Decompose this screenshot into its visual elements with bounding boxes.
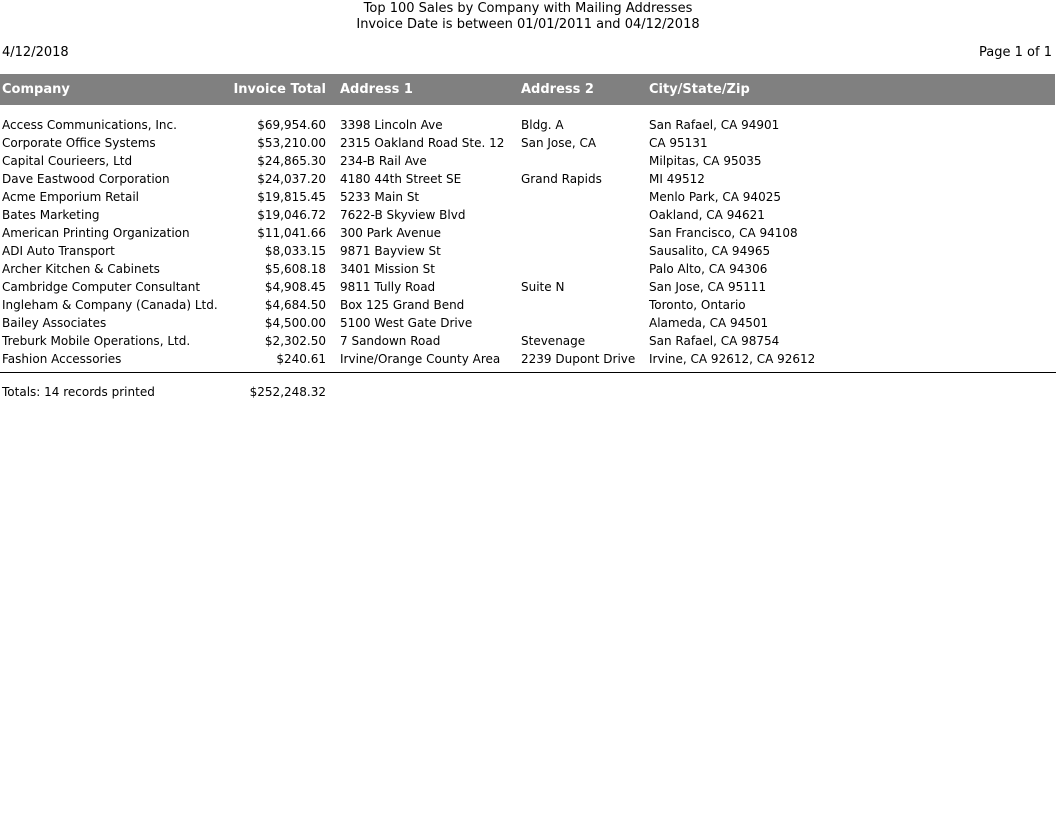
- city-state-zip-cell: Oakland, CA 94621: [649, 208, 765, 222]
- table-row: [0, 116, 1056, 134]
- table-row: [0, 260, 1056, 278]
- invoice-total-cell: $24,865.30: [257, 154, 326, 168]
- address1-cell: 5233 Main St: [340, 190, 420, 204]
- city-state-zip-cell: Sausalito, CA 94965: [649, 244, 771, 258]
- company-cell: Archer Kitchen & Cabinets: [2, 262, 160, 276]
- table-row: [0, 170, 1056, 188]
- table-row: [0, 242, 1056, 260]
- column-header-company: Company: [2, 82, 70, 97]
- report-subtitle: Invoice Date is between 01/01/2011 and 04/12/2018: [356, 17, 700, 32]
- report-title: Top 100 Sales by Company with Mailing Addresses: [363, 1, 693, 16]
- address2-cell: 2239 Dupont Drive: [521, 352, 636, 366]
- city-state-zip-cell: Milpitas, CA 95035: [649, 154, 762, 168]
- invoice-total-cell: $69,954.60: [257, 118, 326, 132]
- table-row: [0, 332, 1056, 350]
- company-cell: Bates Marketing: [2, 208, 100, 222]
- address1-cell: 9811 Tully Road: [340, 280, 436, 294]
- invoice-total-cell: $19,046.72: [257, 208, 326, 222]
- table-row: [0, 278, 1056, 296]
- address1-cell: 2315 Oakland Road Ste. 12: [340, 136, 505, 150]
- table-row: [0, 314, 1056, 332]
- city-state-zip-cell: San Francisco, CA 94108: [649, 226, 798, 240]
- table-row: [0, 206, 1056, 224]
- city-state-zip-cell: CA 95131: [649, 136, 708, 150]
- column-header-invoice-total: Invoice Total: [233, 82, 326, 97]
- invoice-total-cell: $4,908.45: [264, 280, 326, 294]
- address1-cell: Irvine/Orange County Area: [340, 352, 501, 366]
- invoice-total-cell: $19,815.45: [257, 190, 326, 204]
- column-header-bar: [0, 74, 1055, 105]
- address1-cell: 7 Sandown Road: [340, 334, 441, 348]
- invoice-total-cell: $24,037.20: [257, 172, 326, 186]
- city-state-zip-cell: MI 49512: [649, 172, 705, 186]
- invoice-total-cell: $53,210.00: [257, 136, 326, 150]
- address1-cell: 9871 Bayview St: [340, 244, 441, 258]
- city-state-zip-cell: San Rafael, CA 98754: [649, 334, 780, 348]
- invoice-total-cell: $2,302.50: [264, 334, 326, 348]
- address1-cell: Box 125 Grand Bend: [340, 298, 465, 312]
- table-row: [0, 188, 1056, 206]
- city-state-zip-cell: Alameda, CA 94501: [649, 316, 769, 330]
- page-number: Page 1 of 1: [979, 45, 1052, 60]
- address1-cell: 4180 44th Street SE: [340, 172, 462, 186]
- table-row: [0, 224, 1056, 242]
- address1-cell: 234-B Rail Ave: [340, 154, 427, 168]
- city-state-zip-cell: Palo Alto, CA 94306: [649, 262, 768, 276]
- report-rows: [0, 116, 1056, 368]
- company-cell: Bailey Associates: [2, 316, 107, 330]
- address2-cell: Bldg. A: [521, 118, 564, 132]
- address2-cell: Stevenage: [521, 334, 586, 348]
- invoice-total-cell: $240.61: [276, 352, 326, 366]
- totals-label: Totals: 14 records printed: [2, 385, 155, 399]
- city-state-zip-cell: Irvine, CA 92612, CA 92612: [649, 352, 816, 366]
- company-cell: Dave Eastwood Corporation: [2, 172, 170, 186]
- company-cell: Fashion Accessories: [2, 352, 122, 366]
- invoice-total-cell: $5,608.18: [264, 262, 326, 276]
- address1-cell: 7622-B Skyview Blvd: [340, 208, 466, 222]
- address1-cell: 3401 Mission St: [340, 262, 435, 276]
- company-cell: Acme Emporium Retail: [2, 190, 139, 204]
- address2-cell: San Jose, CA: [521, 136, 597, 150]
- table-row: [0, 296, 1056, 314]
- address2-cell: Suite N: [521, 280, 565, 294]
- invoice-total-cell: $11,041.66: [257, 226, 326, 240]
- address1-cell: 5100 West Gate Drive: [340, 316, 473, 330]
- totals-value: $252,248.32: [249, 385, 326, 399]
- invoice-total-cell: $8,033.15: [264, 244, 326, 258]
- city-state-zip-cell: San Rafael, CA 94901: [649, 118, 780, 132]
- column-header-city-state-zip: City/State/Zip: [649, 82, 750, 97]
- invoice-total-cell: $4,684.50: [264, 298, 326, 312]
- city-state-zip-cell: Menlo Park, CA 94025: [649, 190, 781, 204]
- run-date: 4/12/2018: [2, 45, 69, 60]
- address2-cell: Grand Rapids: [521, 172, 602, 186]
- column-header-address1: Address 1: [340, 82, 413, 97]
- totals-divider: [0, 372, 1056, 373]
- company-cell: Cambridge Computer Consultant: [2, 280, 201, 294]
- invoice-total-cell: $4,500.00: [264, 316, 326, 330]
- company-cell: Ingleham & Company (Canada) Ltd.: [2, 298, 218, 312]
- table-row: [0, 134, 1056, 152]
- company-cell: Treburk Mobile Operations, Ltd.: [2, 334, 191, 348]
- company-cell: ADI Auto Transport: [2, 244, 115, 258]
- company-cell: Corporate Office Systems: [2, 136, 156, 150]
- address1-cell: 300 Park Avenue: [340, 226, 442, 240]
- address1-cell: 3398 Lincoln Ave: [340, 118, 443, 132]
- company-cell: Capital Courieers, Ltd: [2, 154, 133, 168]
- table-row: [0, 152, 1056, 170]
- company-cell: American Printing Organization: [2, 226, 190, 240]
- table-row: [0, 350, 1056, 368]
- column-header-address2: Address 2: [521, 82, 594, 97]
- city-state-zip-cell: San Jose, CA 95111: [649, 280, 767, 294]
- city-state-zip-cell: Toronto, Ontario: [649, 298, 746, 312]
- company-cell: Access Communications, Inc.: [2, 118, 177, 132]
